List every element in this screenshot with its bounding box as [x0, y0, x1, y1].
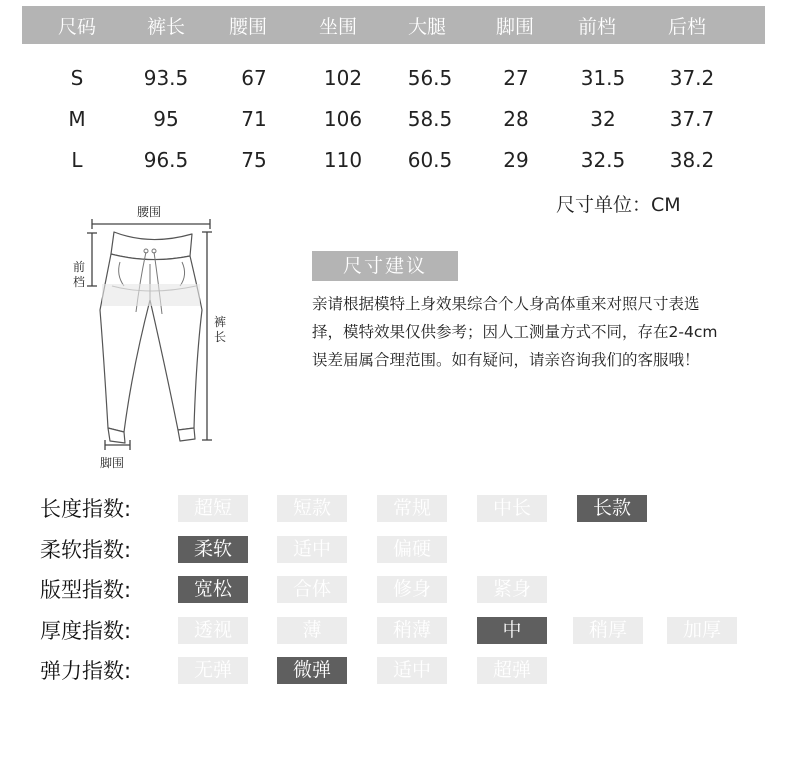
table-cell: 75	[241, 148, 267, 172]
header-thigh: 大腿	[407, 15, 447, 38]
index-option: 适中	[377, 657, 447, 684]
table-cell: M	[68, 107, 86, 131]
table-cell: 67	[241, 66, 267, 90]
index-option: 修身	[377, 576, 447, 603]
size-unit: 尺寸单位：CM	[556, 194, 681, 216]
table-cell: 93.5	[143, 66, 189, 90]
header-hem: 脚围	[495, 15, 535, 38]
index-row-elasticity	[0, 656, 790, 686]
advice-text: 亲请根据模特上身效果综合个人身高体重来对照尺寸表选择，模特效果仅供参考；因人工测量方式不同，存在2-4cm误差届属合理范围。如有疑问，请亲咨询我们的客服哦！	[312, 295, 718, 369]
header-front-rise: 前档	[577, 15, 617, 38]
index-label: 长度指数:	[40, 497, 132, 521]
table-cell: 37.7	[669, 107, 715, 131]
diagram-label-front-rise: 前档	[73, 260, 86, 289]
index-option: 常规	[377, 495, 447, 522]
table-cell: 58.5	[407, 107, 453, 131]
index-row-thickness	[0, 616, 790, 646]
index-option: 宽松	[178, 576, 248, 603]
header-length: 裤长	[146, 15, 186, 38]
index-option: 超弹	[477, 657, 547, 684]
table-cell: 29	[503, 148, 529, 172]
table-cell: 32.5	[580, 148, 626, 172]
index-option: 适中	[277, 536, 347, 563]
index-option: 无弹	[178, 657, 248, 684]
table-cell: 37.2	[669, 66, 715, 90]
table-cell: 60.5	[407, 148, 453, 172]
table-cell: 110	[323, 148, 363, 172]
table-cell: S	[70, 66, 84, 90]
table-cell: 28	[503, 107, 529, 131]
diagram-label-waist: 腰围	[137, 205, 162, 219]
table-cell: L	[71, 148, 83, 172]
header-waist: 腰围	[228, 15, 268, 38]
diagram-label-length: 裤长	[214, 315, 227, 344]
advice-title: 尺寸建议	[312, 251, 458, 281]
index-label: 弹力指数:	[40, 659, 132, 683]
table-cell: 31.5	[580, 66, 626, 90]
index-option: 柔软	[178, 536, 248, 563]
index-option: 偏硬	[377, 536, 447, 563]
table-cell: 27	[503, 66, 529, 90]
index-row-softness	[0, 535, 790, 565]
index-option: 稍薄	[377, 617, 447, 644]
table-cell: 102	[323, 66, 363, 90]
index-option: 微弹	[277, 657, 347, 684]
index-option: 薄	[277, 617, 347, 644]
index-option: 中	[477, 617, 547, 644]
pants-diagram	[0, 0, 300, 480]
index-option: 中长	[477, 495, 547, 522]
index-option: 合体	[277, 576, 347, 603]
index-row-fit	[0, 575, 790, 605]
header-size: 尺码	[57, 15, 97, 38]
index-option: 长款	[577, 495, 647, 522]
index-row-length	[0, 494, 790, 524]
table-cell: 96.5	[143, 148, 189, 172]
table-cell: 95	[153, 107, 179, 131]
index-option: 短款	[277, 495, 347, 522]
index-option: 紧身	[477, 576, 547, 603]
index-option: 透视	[178, 617, 248, 644]
table-cell: 106	[323, 107, 363, 131]
table-cell: 71	[241, 107, 267, 131]
index-option: 加厚	[667, 617, 737, 644]
header-back-rise: 后档	[667, 15, 707, 38]
header-hip: 坐围	[318, 15, 358, 38]
index-label: 版型指数:	[40, 578, 132, 602]
index-option: 超短	[178, 495, 248, 522]
index-label: 厚度指数:	[40, 619, 132, 643]
index-label: 柔软指数:	[40, 538, 132, 562]
table-cell: 32	[590, 107, 616, 131]
table-cell: 56.5	[407, 66, 453, 90]
index-option: 稍厚	[573, 617, 643, 644]
table-cell: 38.2	[669, 148, 715, 172]
diagram-label-hem: 脚围	[100, 456, 125, 470]
